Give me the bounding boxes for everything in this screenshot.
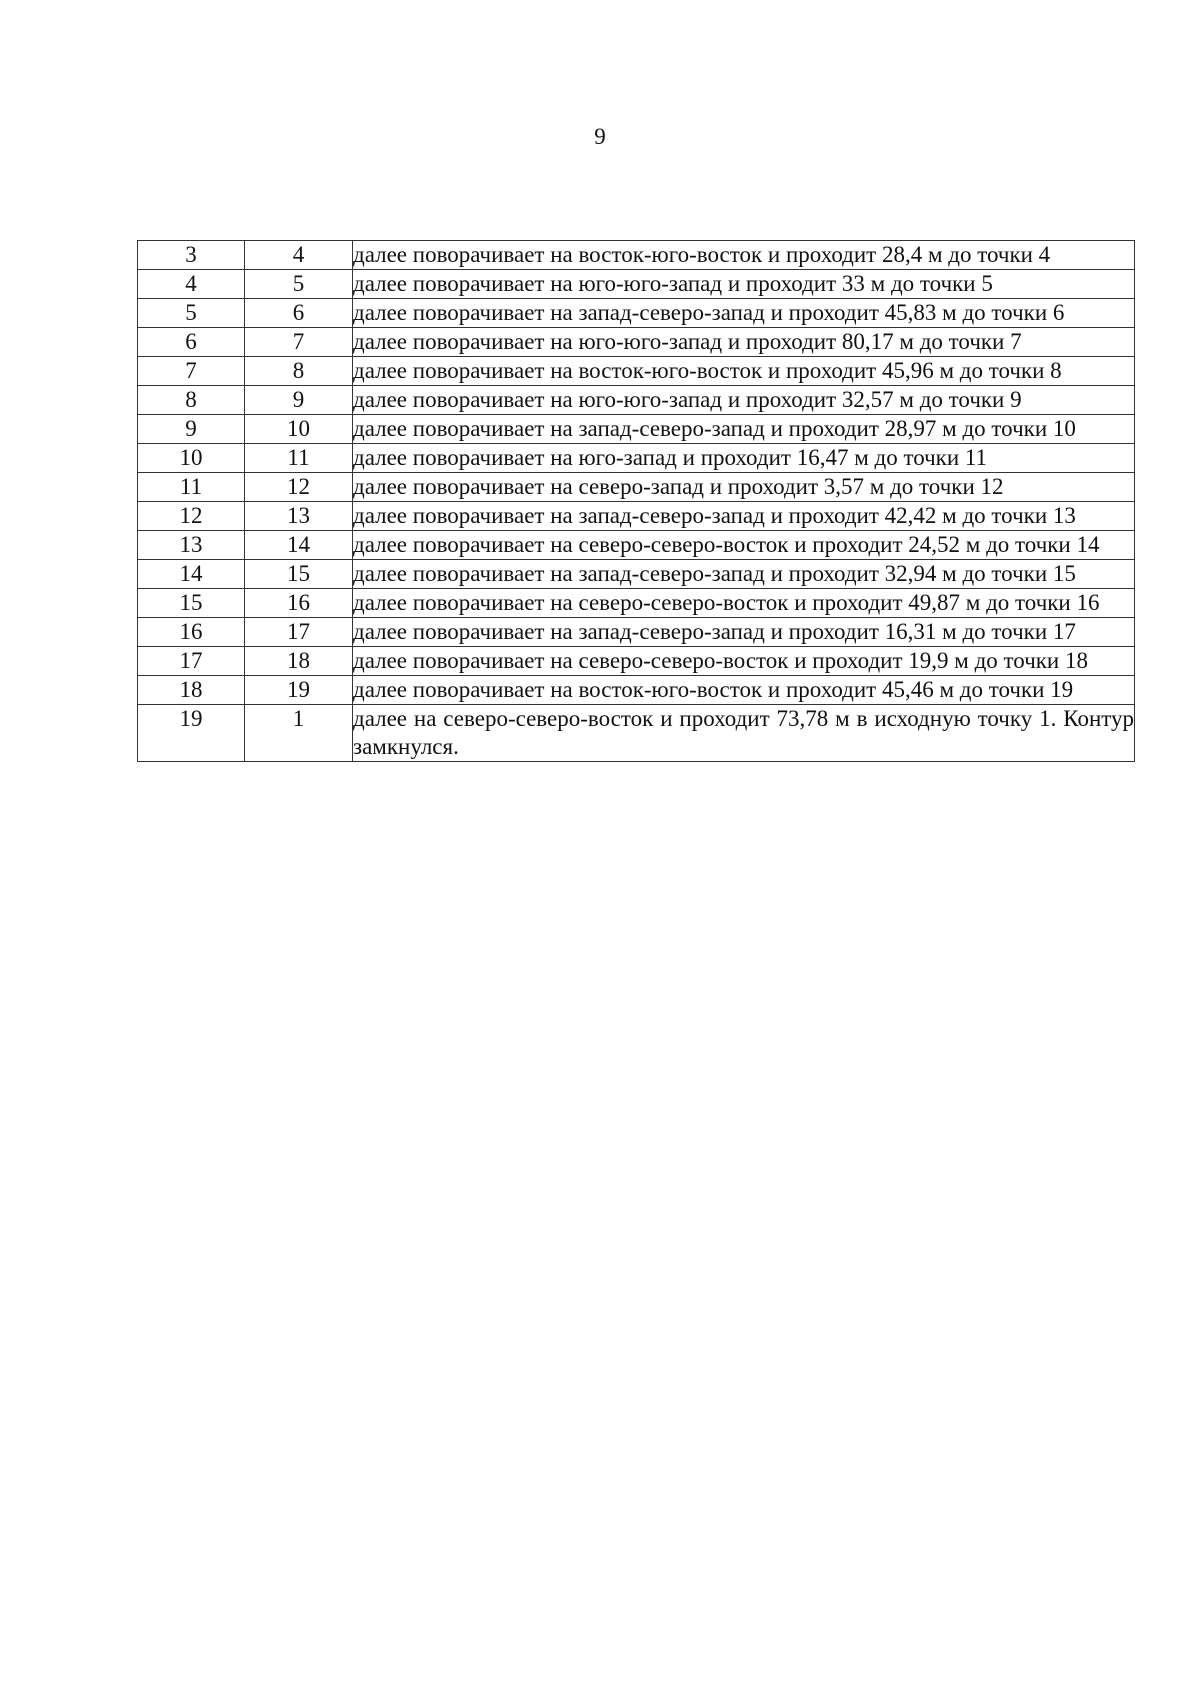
segment-description-cell: далее поворачивает на запад-северо-запад и проходит 42,42 м до точки 13 xyxy=(353,502,1135,531)
segment-description-cell: далее на северо-северо-восток и проходит 73,78 м в исходную точку 1. Контур замкнулся. xyxy=(353,705,1135,762)
from-point-cell: 7 xyxy=(138,357,245,386)
table-row xyxy=(138,241,1135,270)
to-point-cell: 17 xyxy=(245,618,353,647)
segment-description-cell: далее поворачивает на северо-запад и проходит 3,57 м до точки 12 xyxy=(353,473,1135,502)
table-row xyxy=(138,357,1135,386)
to-point-cell: 15 xyxy=(245,560,353,589)
from-point-cell: 10 xyxy=(138,444,245,473)
from-point-cell: 16 xyxy=(138,618,245,647)
from-point-cell: 6 xyxy=(138,328,245,357)
from-point-cell: 8 xyxy=(138,386,245,415)
from-point-cell: 4 xyxy=(138,270,245,299)
to-point-cell: 11 xyxy=(245,444,353,473)
page-number: 9 xyxy=(594,124,606,149)
segment-description-cell: далее поворачивает на юго-юго-запад и проходит 80,17 м до точки 7 xyxy=(353,328,1135,357)
segment-description-cell: далее поворачивает на северо-северо-восток и проходит 19,9 м до точки 18 xyxy=(353,647,1135,676)
to-point-cell: 4 xyxy=(245,241,353,270)
segment-description-cell: далее поворачивает на восток-юго-восток и проходит 28,4 м до точки 4 xyxy=(353,241,1135,270)
from-point-cell: 11 xyxy=(138,473,245,502)
from-point-cell: 14 xyxy=(138,560,245,589)
from-point-cell: 5 xyxy=(138,299,245,328)
to-point-cell: 10 xyxy=(245,415,353,444)
from-point-cell: 19 xyxy=(138,705,245,762)
from-point-cell: 18 xyxy=(138,676,245,705)
to-point-cell: 14 xyxy=(245,531,353,560)
table-row xyxy=(138,473,1135,502)
table-row xyxy=(138,531,1135,560)
to-point-cell: 6 xyxy=(245,299,353,328)
table-body xyxy=(138,241,1135,762)
segment-description-cell: далее поворачивает на юго-запад и проходит 16,47 м до точки 11 xyxy=(353,444,1135,473)
table-row xyxy=(138,328,1135,357)
to-point-cell: 13 xyxy=(245,502,353,531)
from-point-cell: 12 xyxy=(138,502,245,531)
segment-description-cell: далее поворачивает на запад-северо-запад и проходит 28,97 м до точки 10 xyxy=(353,415,1135,444)
to-point-cell: 12 xyxy=(245,473,353,502)
segment-description-cell: далее поворачивает на запад-северо-запад и проходит 32,94 м до точки 15 xyxy=(353,560,1135,589)
to-point-cell: 7 xyxy=(245,328,353,357)
table-row xyxy=(138,299,1135,328)
table-row xyxy=(138,502,1135,531)
table-row xyxy=(138,415,1135,444)
from-point-cell: 13 xyxy=(138,531,245,560)
table-row xyxy=(138,676,1135,705)
segment-description-cell: далее поворачивает на северо-северо-восток и проходит 24,52 м до точки 14 xyxy=(353,531,1135,560)
from-point-cell: 17 xyxy=(138,647,245,676)
table-row xyxy=(138,444,1135,473)
segment-description-cell: далее поворачивает на восток-юго-восток и проходит 45,96 м до точки 8 xyxy=(353,357,1135,386)
segment-description-cell: далее поворачивает на восток-юго-восток и проходит 45,46 м до точки 19 xyxy=(353,676,1135,705)
segment-description-cell: далее поворачивает на северо-северо-восток и проходит 49,87 м до точки 16 xyxy=(353,589,1135,618)
segment-description-cell: далее поворачивает на юго-юго-запад и проходит 32,57 м до точки 9 xyxy=(353,386,1135,415)
segment-description-cell: далее поворачивает на юго-юго-запад и проходит 33 м до точки 5 xyxy=(353,270,1135,299)
to-point-cell: 16 xyxy=(245,589,353,618)
to-point-cell: 1 xyxy=(245,705,353,762)
table-row xyxy=(138,386,1135,415)
to-point-cell: 8 xyxy=(245,357,353,386)
from-point-cell: 15 xyxy=(138,589,245,618)
segment-description-cell: далее поворачивает на запад-северо-запад и проходит 45,83 м до точки 6 xyxy=(353,299,1135,328)
table-row xyxy=(138,647,1135,676)
table-row xyxy=(138,618,1135,647)
to-point-cell: 18 xyxy=(245,647,353,676)
to-point-cell: 19 xyxy=(245,676,353,705)
segment-description-cell: далее поворачивает на запад-северо-запад и проходит 16,31 м до точки 17 xyxy=(353,618,1135,647)
from-point-cell: 9 xyxy=(138,415,245,444)
from-point-cell: 3 xyxy=(138,241,245,270)
table-row xyxy=(138,270,1135,299)
table-row xyxy=(138,705,1135,762)
to-point-cell: 9 xyxy=(245,386,353,415)
boundary-description-table xyxy=(137,240,1135,762)
to-point-cell: 5 xyxy=(245,270,353,299)
table-row xyxy=(138,589,1135,618)
table-row xyxy=(138,560,1135,589)
